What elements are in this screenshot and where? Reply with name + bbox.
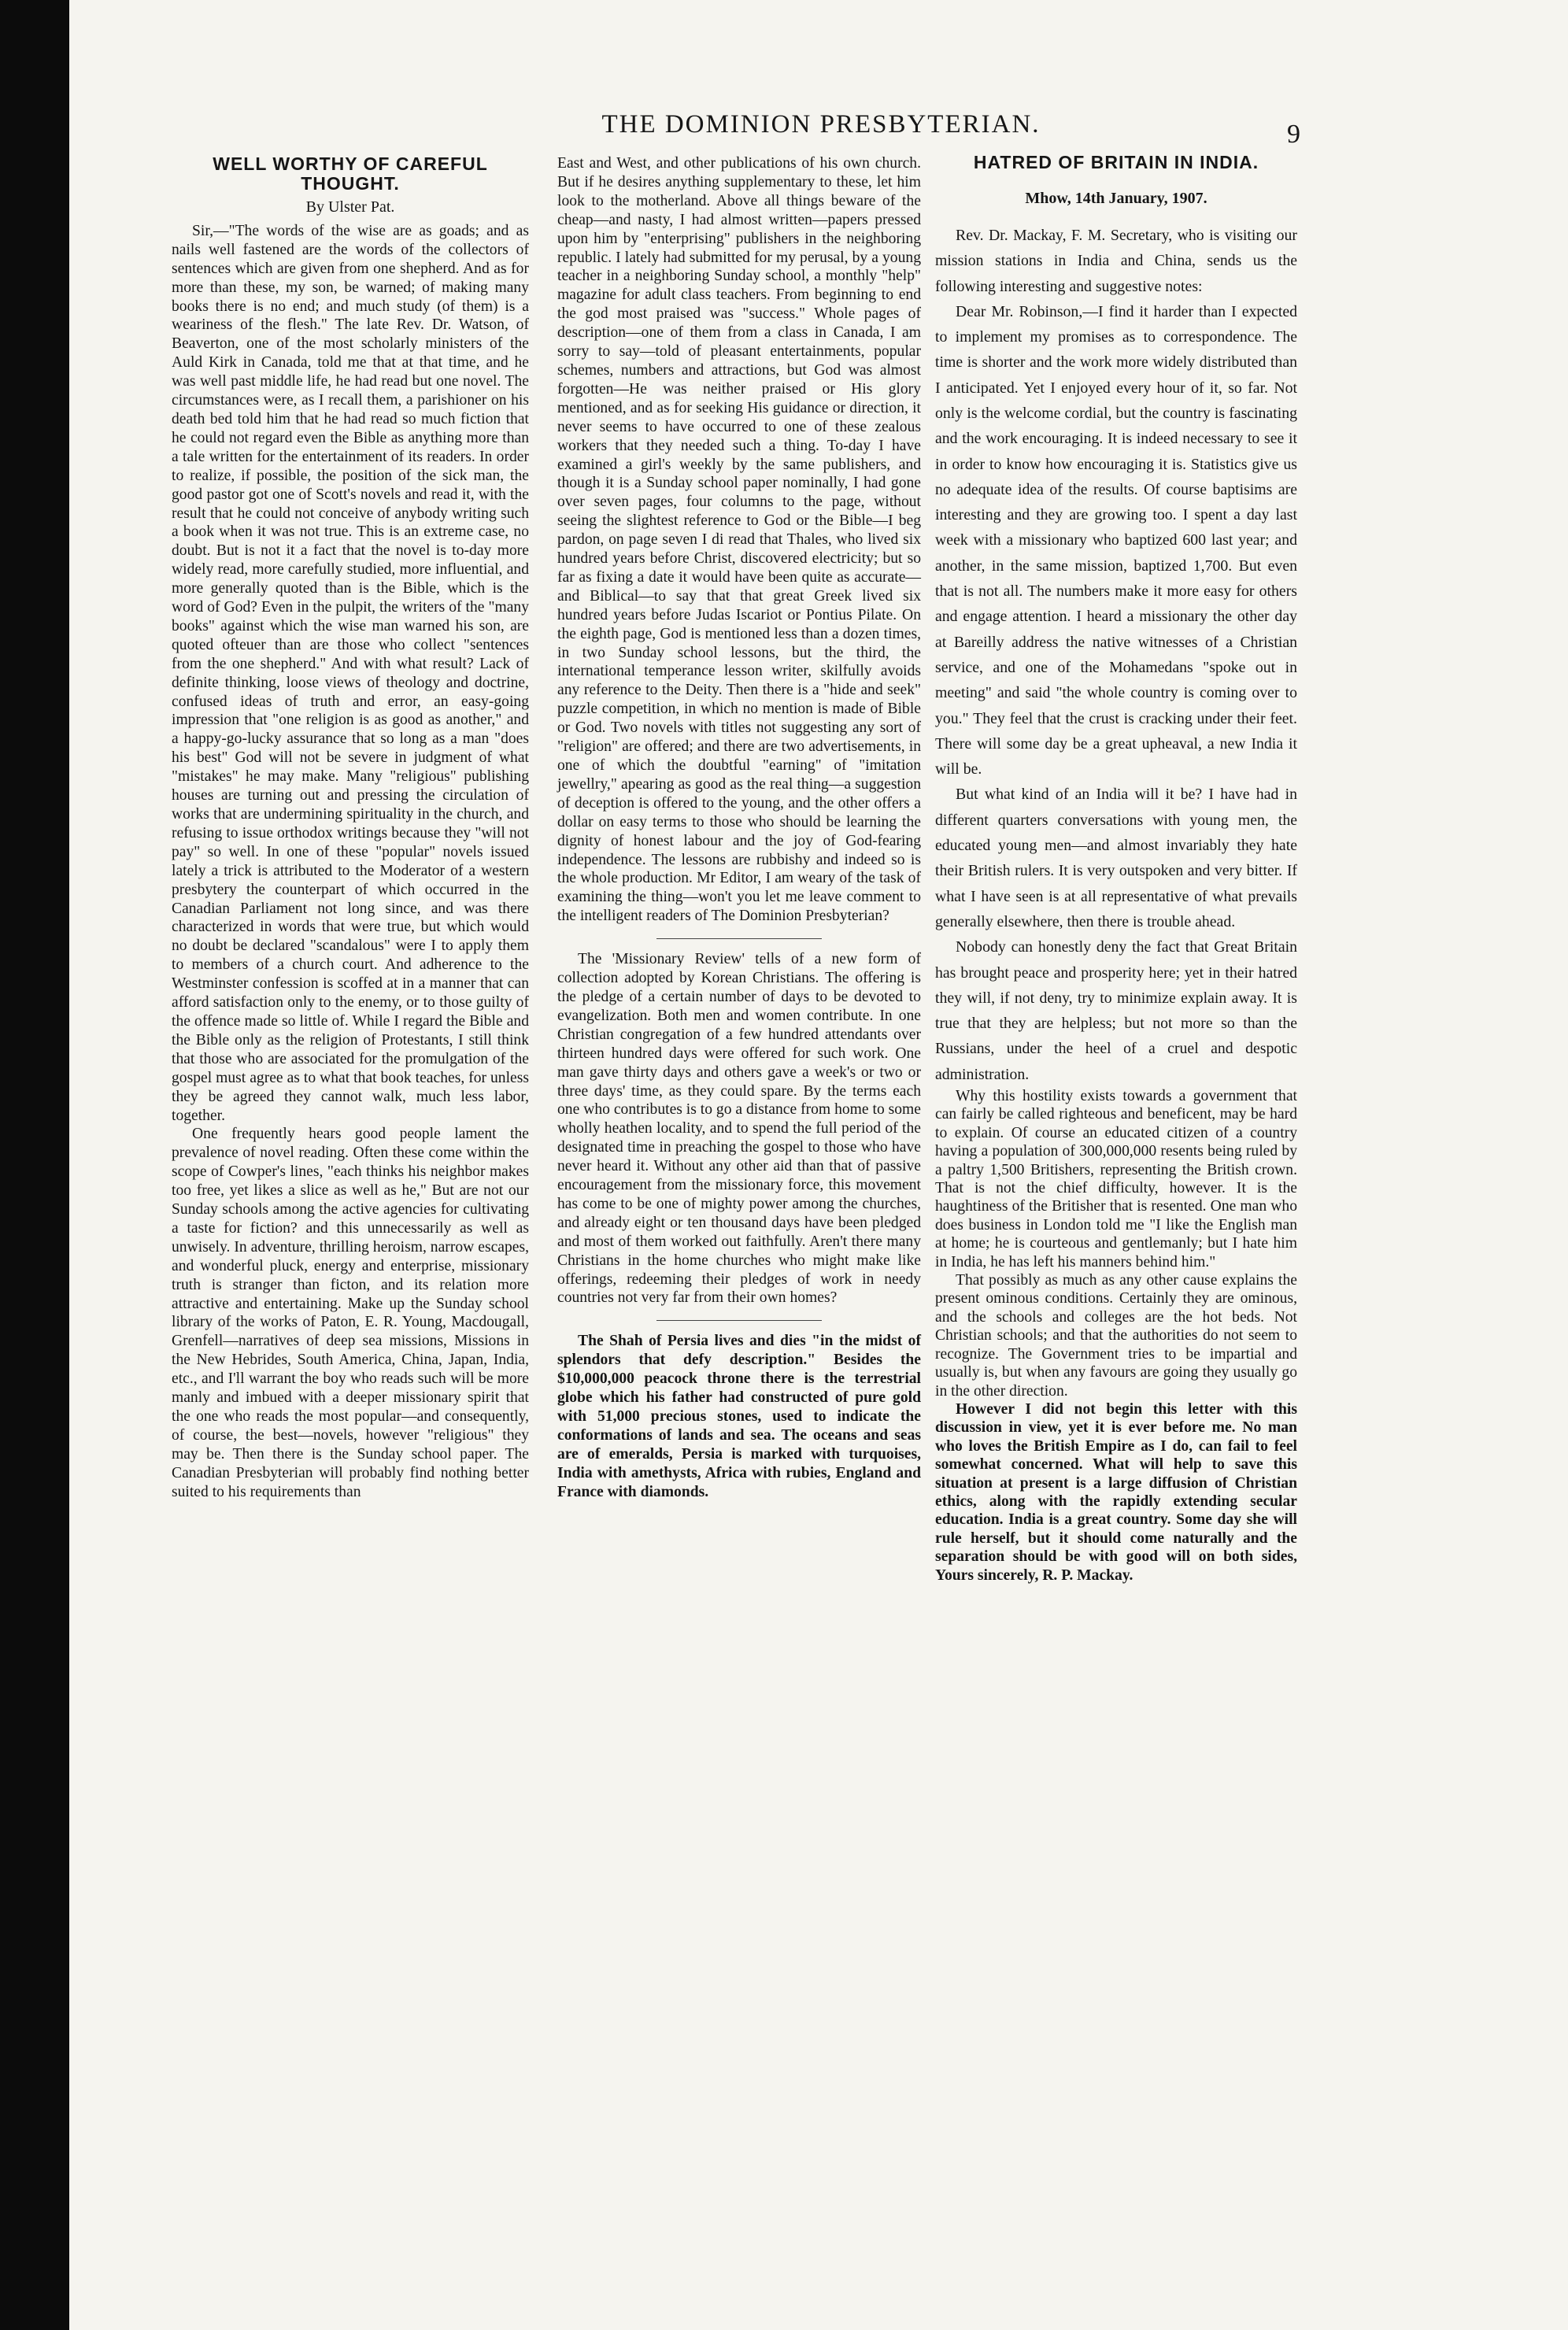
article-paragraph: One frequently hears good people lament the prevalence of novel reading. Often these come within the scope of Cowper's lines, "each thinks his neighbor makes too free, yet likes a slice as well as he," But are not our Sunday schools among the active agencies for cultivating a taste for fiction? and this unnecessarily as well as unwisely. In adventure, thrilling heroism, narrow escapes, and wonderful pluck, energy and enterprise, missionary truth is stranger than ficton, and its relation more attractive and entertaining. Make up the Sunday school library of the works of Paton, E. R. Young, Macdougall, Grenfell—narratives of deep sea missions, Missions in the New Hebrides, South America, China, Japan, India, etc., and I'll warrant the boy who reads such will be more manly and imbued with a deeper missionary spirit that the one who reads the most popular—and consequently, of course, the best—novels, however "religious" they may be. Then there is the Sunday school paper. The Canadian Presbyterian will probably find nothing better suited to his requirements than (172, 1126, 529, 1500)
column-divider (656, 1320, 822, 1321)
article-paragraph: Why this hostility exists towards a government that can fairly be called righteous and beneficent, may be hard to explain. Of course an educated citizen of a country having a population of 300,000,000 resents being ruled by a paltry 1,500 Britishers, representing the British crown. That is not the chief difficulty, however. It is the haughtiness of the Britisher that is resented. One man who does business in London told me "I like the English man at home; he is courteous and gentlemanly; but I hate him in India, he has left his manners behind him." (935, 1088, 1297, 1270)
article-paragraph: But what kind of an India will it be? I have had in different quarters conversations with young men, the educated young men—and almost invariably they hate their British rulers. It is very outspoken and very bitter. If what I have seen is at all representative of what prevails generally elsewhere, then there is trouble ahead. (935, 786, 1297, 930)
masthead: THE DOMINION PRESBYTERIAN. (601, 110, 1041, 139)
article-byline: By Ulster Pat. (305, 198, 395, 216)
column-3 (935, 153, 1297, 1585)
article-paragraph: Nobody can honestly deny the fact that Great Britain has brought peace and prosperity here; yet in their hatred they will, if not deny, try to minimize explain away. It is true that they are helpless; but not more so than the Russians, under the heel of a cruel and despotic administration. (935, 938, 1297, 1083)
article-paragraph: Sir,—"The words of the wise are as goads; and as nails well fastened are the words of the collectors of sentences which are given from one shepherd. And as for more than these, my son, be warned; of making many books there is no end; and much study (of them) is a weariness of the flesh." The late Rev. Dr. Watson, of Beaverton, one of the most scholarly ministers of the Auld Kirk in Canada, told me that at that time, and he was well past middle life, he had read but one novel. The circumstances were, as I recall them, a parishioner on his death bed told him that he had read so much fiction that he could not regard even the Bible as anything more than a tale written for the entertainment of its readers. In order to realize, if possible, the position of the sick man, the good pastor got one of Scott's novels and read it, with the result that he could not conceive of anybody writing such a book when it was not true. This is an extreme case, no doubt. But is not it a fact that the novel is to-day more widely read, more carefully studied, more influential, and more generally quoted than is the Bible, which is the word of God? Even in the pulpit, the writers of the "many books" against which the wise man warned his son, are quoted ofteuer than are those who collect "sentences from the one shepherd." And with what result? Lack of definite thinking, loose views of theology and doctrine, confused ideas of truth and error, an easy-going impression that "one religion is as good as another," and a happy-go-lucky assurance that so long as a man "does his best" God will not be severe in judgment of what "mistakes" he may make. Many "religious" publishing houses are turning out and pressing the circulation of works that are undermining spirituality in the church, and refusing to issue orthodox writings because they "will not pay" so well. In one of these "popular" novels issued lately a trick is attributed to the Moderator of a western presbytery the counterpart of which occurred in the Canadian Parliament not long since, and was there characterized in words that were true, but which would no doubt be declared "scandalous" were I to apply them to members of a church court. And adherence to the Westminster confession is scoffed at in a manner that can afford satisfaction only to the enemy, or to those guilty of the offence made so little of. While I regard the Bible and the Bible only as the religion of Protestants, I still think that those who are associated for the promulgation of the gospel must agree as to what that book teaches, for unless they be agreed they cannot walk, much less labor, together. (172, 222, 529, 1124)
article-body-wide (935, 223, 1297, 1087)
article-dateline: Mhow, 14th January, 1907. (1025, 190, 1207, 207)
article-paragraph: That possibly as much as any other cause explains the present ominous conditions. Certainly they are ominous, and the schools and colleges are the hot beds. Not Christian schools; and that the authorities do not seem to recognize. The Government tries to be impartial and usually is, but when any favours are going they usually go in the other direction. (935, 1272, 1297, 1400)
column-1 (172, 154, 529, 1502)
column-2 (557, 154, 921, 1502)
page-number: 9 (1287, 120, 1300, 149)
missionary-review-paragraph: The 'Missionary Review' tells of a new form of collection adopted by Korean Christians. The offering is the pledge of a certain number of days to be devoted to evangelization. Both men and women contribute. In one Christian congregation of a few hundred attendants over thirteen hundred days were offered for such work. One man gave thirty days and others gave a week's or two or three days' time, as they could spare. By the terms each one who contributes is to go a distance from home to some wholly heathen locality, and to spend the full period of the designated time in preaching the gospel to those who have never heard it. Without any other aid than that of passive encouragement from the missionary force, this movement has come to be one of mighty power among the churches, and already eight or ten thousand days have been pledged and most of them worked out faithfully. Aren't there many Christians in the home churches who might make like offerings, redeeming their pledges of work in needy countries not very far from their own homes? (557, 951, 921, 1307)
article-paragraph: Dear Mr. Robinson,—I find it harder than I expected to implement my promises as to correspondence. The time is shorter and the work more widely distributed than I anticipated. Yet I enjoyed every hour of it, so far. Not only is the welcome cordial, but the country is fascinating and the work encouraging. It is indeed necessary to see it in order to know how encouraging it is. Statistics give us no adequate idea of the results. Of course baptisims are interesting and they are growing too. I spent a day last week with a missionary who baptized 600 last year; and another, in the same mission, baptized 1,700. But even that is not all. The numbers make it more easy for others and engage attention. I heard a missionary the other day at Bareilly address the native witnesses of a Christian service, and one of the Mohamedans "spoke out in meeting" and said "the whole country is coming over to you." They feel that the crust is cracking under their feet. There will some day be a great upheaval, a new India it will be. (935, 302, 1297, 779)
persia-paragraph: The Shah of Persia lives and dies "in the midst of splendors that defy description." Besides the $10,000,000 peacock throne there is the terrestrial globe which his father had constructed of pure gold with 51,000 precious stones, used to indicate the conformations of lands and sea. The oceans and seas are of emeralds, Persia is marked with turquoises, India with amethysts, Africa with rubies, England and France with diamonds. (557, 1333, 921, 1500)
article-title: HATRED OF BRITAIN IN INDIA. (973, 152, 1259, 172)
article-paragraph: However I did not begin this letter with this discussion in view, yet it is ever before me. No man who loves the British Empire as I do, can fail to feel somewhat concerned. What will help to save this situation at present is a large diffusion of Christian ethics, along with the rapidly extending secular education. India is a great country. Some day she will rule herself, but it should come naturally and the separation should be with good will on both sides, Yours sincerely, R. P. Mackay. (935, 1400, 1297, 1584)
column-divider (656, 938, 822, 939)
article-paragraph: East and West, and other publications of his own church. But if he desires anything supplementary to these, let him look to the motherland. Above all things beware of the cheap—and nasty, I had almost written—papers pressed upon him by "enterprising" publishers in the neighboring republic. I lately had submitted for my perusal, by a young teacher in a neighboring Sunday school, a monthly "help" magazine for adult class teachers. From beginning to end the god most praised was "success." Whole pages of description—one of them from a class in Canada, I am sorry to say—told of pleasant entertainments, popular schemes, numbers and attractions, but God was almost forgotten—He was neither praised or His glory mentioned, and as for seeking His guidance or direction, it never seems to have occurred to one of these zealous workers that they needed such a thing. To-day I have examined a girl's weekly by the same publishers, and though it is a Sunday school paper nominally, I had gone over seven pages, four columns to the page, without seeing the slightest reference to God or the Bible—I beg pardon, on page seven I di read that Thales, who lived six hundred years before Christ, discovered electricity; but so far as fixing a date it would have been quite as accurate—and Biblical—to say that that great Greek lived six hundred years before Judas Iscariot or Pontius Pilate. On the eighth page, God is mentioned less than a dozen times, in two Sunday school lessons, but the third, the international temperance lesson writer, skilfully avoids any reference to the Deity. Then there is a "hide and seek" puzzle competition, in which no mention is made of Bible or God. Two novels with titles not suggesting any sort of "religion" are offered; and there are two advertisements, in one of which the doubtful "earning" of "imitation jewellry," apearing as good as the real thing—a suggestion of deception is offered to the young, and the other offers a dollar on easy terms to those who should be learning the dignity of honest labour and the joy of God-fearing independence. The lessons are rubbishy and indeed so is the whole production. Mr Editor, I am weary of the task of examining the thing—won't you let me leave comment to the intelligent readers of The Dominion Presbyterian? (557, 155, 921, 925)
article-body-tight (935, 1087, 1297, 1585)
article-title: WELL WORTHY OF CAREFUL THOUGHT. (213, 153, 488, 194)
newspaper-page (69, 0, 1568, 2330)
article-paragraph: Rev. Dr. Mackay, F. M. Secretary, who is visiting our mission stations in India and China, sends us the following interesting and suggestive notes: (935, 226, 1297, 295)
